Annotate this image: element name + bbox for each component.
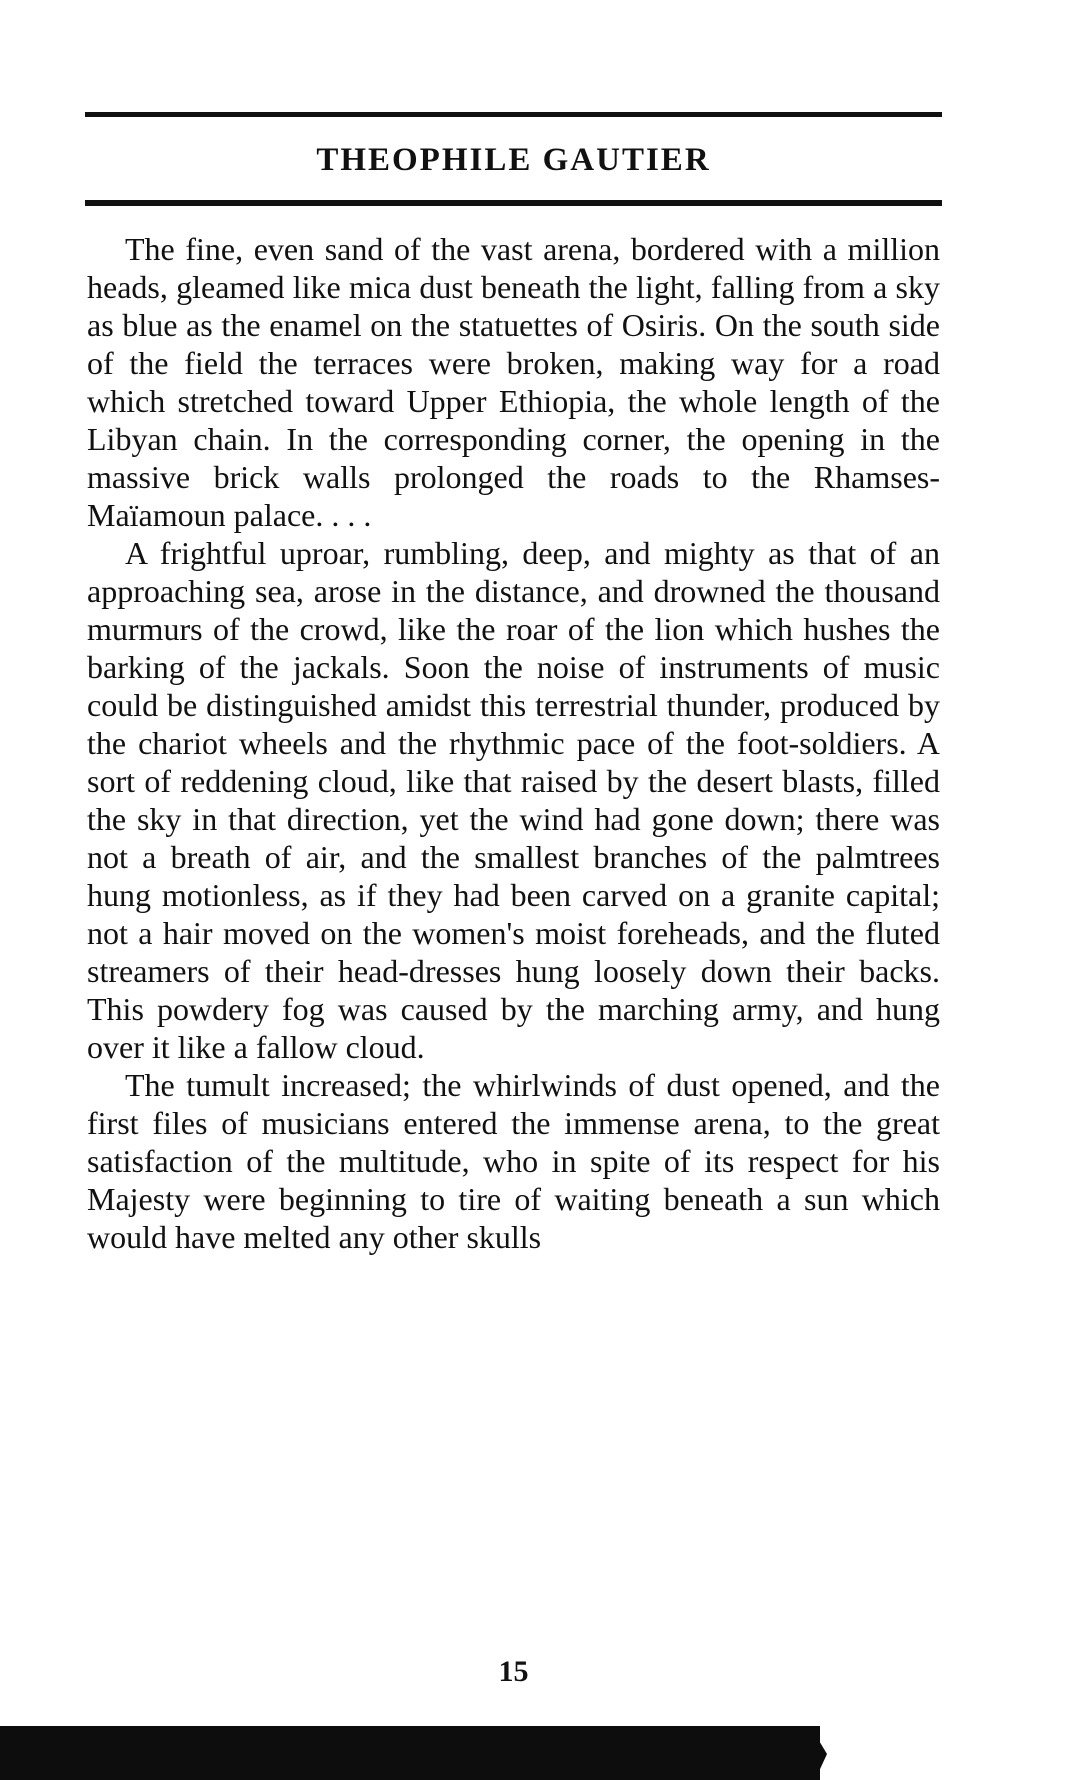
running-head: THEOPHILE GAUTIER: [316, 142, 711, 178]
paragraph-uproar: A frightful uproar, rumbling, deep, and mighty as that of an approaching sea, arose in the distance, and drowned the thousand murmurs of the crowd, like the roar of the lion which hushes the barking of the jackals. Soon the noise of instruments of music could be distinguished amidst this terrestrial thunder, produced by the chariot wheels and the rhythmic pace of the foot-soldiers. A sort of reddening cloud, like that raised by the desert blasts, filled the sky in that direction, yet the wind had gone down; there was not a breath of air, and the smallest branches of the palmtrees hung motionless, as if they had been carved on a granite capital; not a hair moved on the women's moist foreheads, and the fluted streamers of their head-dresses hung loosely down their backs. This powdery fog was caused by the marching army, and hung over it like a fallow cloud.: [87, 535, 940, 1065]
page-number: 15: [498, 1655, 529, 1688]
header-rule-bottom: [85, 200, 942, 206]
body-text: [87, 230, 940, 1256]
header-rule-top: [85, 112, 942, 117]
scan-edge-bar-tail: [815, 1734, 827, 1780]
paragraph-tumult: The tumult increased; the whirlwinds of dust opened, and the first files of musicians entered the immense arena, to the great satisfaction of the multitude, who in spite of its respect for his Majesty were beginning to tire of waiting beneath a sun which would have melted any other skulls: [87, 1067, 940, 1255]
scan-edge-bar: [0, 1726, 820, 1780]
paragraph-arena: The fine, even sand of the vast arena, bordered with a million heads, gleamed like mica dust beneath the light, falling from a sky as blue as the enamel on the statuettes of Osiris. On the south side of the field the terraces were broken, making way for a road which stretched toward Upper Ethiopia, the whole length of the Libyan chain. In the corresponding corner, the opening in the massive brick walls prolonged the roads to the Rhamses-Maïamoun palace. . . .: [87, 231, 940, 533]
